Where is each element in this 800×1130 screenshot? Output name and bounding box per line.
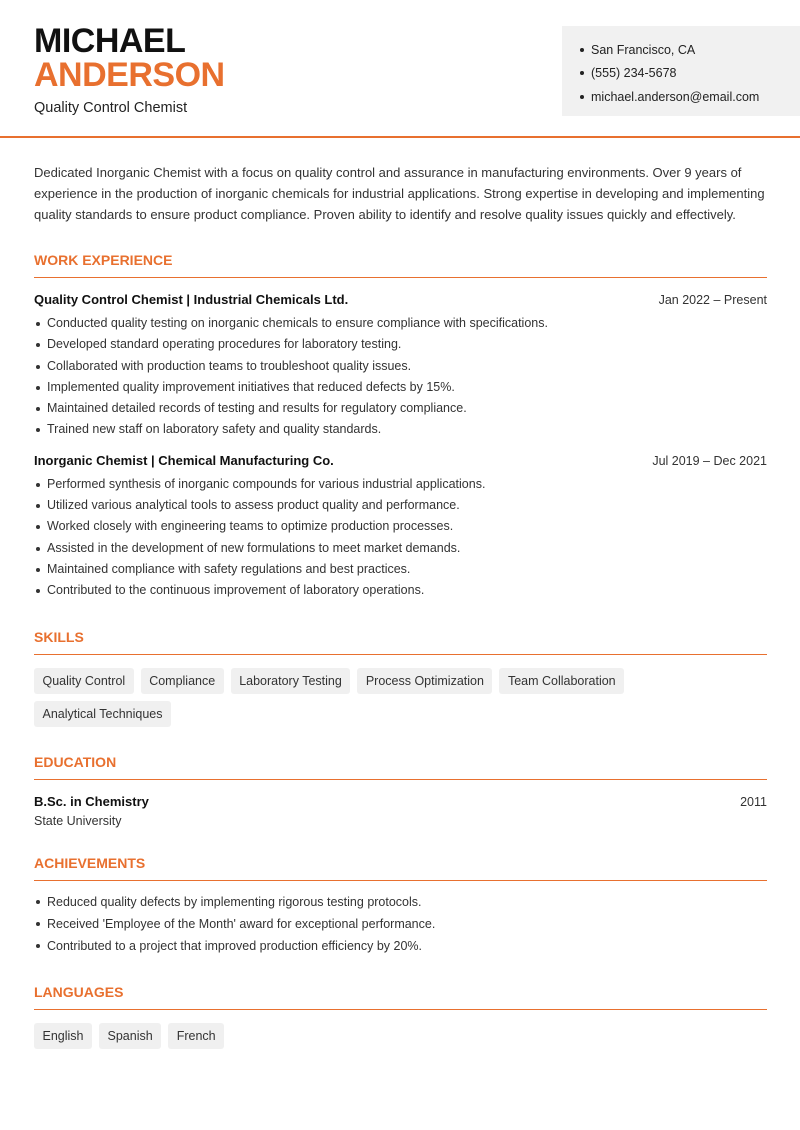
languages-list	[34, 1023, 767, 1049]
language-tag: Spanish	[99, 1023, 161, 1049]
bullet-icon	[580, 95, 584, 99]
contact-box	[562, 26, 800, 116]
skill-tag: Laboratory Testing	[231, 668, 351, 694]
education-degree: B.Sc. in Chemistry	[34, 793, 149, 809]
job-bullet: Developed standard operating procedures for laboratory testing.	[34, 334, 767, 355]
skill-tag: Quality Control	[34, 668, 134, 694]
job-entry-dates: Jul 2019 – Dec 2021	[652, 453, 767, 468]
skill-tag: Analytical Techniques	[34, 701, 171, 727]
education-year: 2011	[740, 794, 767, 809]
job-entry	[34, 453, 767, 602]
section-title-achievements: ACHIEVEMENTS	[34, 854, 146, 871]
section-divider	[34, 779, 767, 780]
contact-email[interactable]	[580, 85, 800, 109]
resume-header	[0, 0, 800, 138]
language-tag: English	[34, 1023, 92, 1049]
bullet-icon	[580, 48, 584, 52]
header-divider	[0, 136, 800, 138]
education-school: State University	[34, 813, 122, 828]
job-title: Quality Control Chemist	[34, 100, 188, 116]
job-bullet: Maintained compliance with safety regulations and best practices.	[34, 559, 767, 580]
contact-phone	[580, 62, 800, 86]
job-entry-title: Quality Control Chemist | Industrial Chemicals Ltd.	[34, 292, 349, 307]
job-bullet: Performed synthesis of inorganic compounds for various industrial applications.	[34, 474, 767, 495]
bullet-icon	[580, 71, 584, 75]
skill-tag: Team Collaboration	[499, 668, 624, 694]
section-divider	[34, 277, 767, 278]
last-name: ANDERSON	[34, 56, 225, 94]
section-divider	[34, 880, 767, 881]
job-bullet: Collaborated with production teams to troubleshoot quality issues.	[34, 356, 767, 377]
job-entry	[34, 292, 767, 441]
achievements-list	[34, 891, 767, 957]
section-title-languages: LANGUAGES	[34, 983, 124, 1000]
language-tag: French	[168, 1023, 224, 1049]
skill-tag: Compliance	[141, 668, 224, 694]
first-name: MICHAEL	[34, 22, 186, 60]
section-divider	[34, 654, 767, 655]
job-bullets	[34, 474, 767, 602]
skill-tag: Process Optimization	[357, 668, 492, 694]
section-title-work: WORK EXPERIENCE	[34, 252, 173, 268]
contact-phone-text: (555) 234-5678	[591, 66, 677, 81]
job-bullet: Assisted in the development of new formulations to meet market demands.	[34, 538, 767, 559]
job-entry-dates: Jan 2022 – Present	[658, 293, 767, 307]
section-divider	[34, 1009, 767, 1010]
contact-location-text: San Francisco, CA	[591, 42, 696, 57]
achievement-item: Reduced quality defects by implementing rigorous testing protocols.	[34, 891, 767, 913]
achievement-item: Received 'Employee of the Month' award for exceptional performance.	[34, 913, 767, 935]
job-entry-title: Inorganic Chemist | Chemical Manufacturing Co.	[34, 452, 334, 468]
job-bullet: Utilized various analytical tools to assess product quality and performance.	[34, 495, 767, 516]
education-entry	[34, 794, 767, 809]
job-bullet: Maintained detailed records of testing and results for regulatory compliance.	[34, 398, 767, 419]
job-bullet: Conducted quality testing on inorganic chemicals to ensure compliance with specifications.	[34, 313, 767, 334]
section-title-skills: SKILLS	[34, 628, 84, 645]
skills-list	[34, 668, 767, 727]
job-bullet: Contributed to the continuous improvement of laboratory operations.	[34, 580, 767, 601]
contact-location	[580, 38, 800, 62]
job-bullet: Worked closely with engineering teams to optimize production processes.	[34, 516, 767, 537]
summary: Dedicated Inorganic Chemist with a focus on quality control and assurance in manufacturing environments. Over 9 years of experience in the production of inorganic chemicals for industrial applications. Strong expertise in developing and implementing quality standards to ensure product compliance. Proven ability to identify and resolve quality issues quickly and effectively.	[34, 165, 765, 222]
section-title-education: EDUCATION	[34, 753, 117, 770]
contact-email-text[interactable]: michael.anderson@email.com	[591, 89, 760, 104]
job-bullet: Trained new staff on laboratory safety and quality standards.	[34, 419, 767, 440]
achievement-item: Contributed to a project that improved production efficiency by 20%.	[34, 935, 767, 957]
resume-body	[34, 162, 767, 1049]
job-bullets	[34, 313, 767, 441]
job-bullet: Implemented quality improvement initiatives that reduced defects by 15%.	[34, 377, 767, 398]
